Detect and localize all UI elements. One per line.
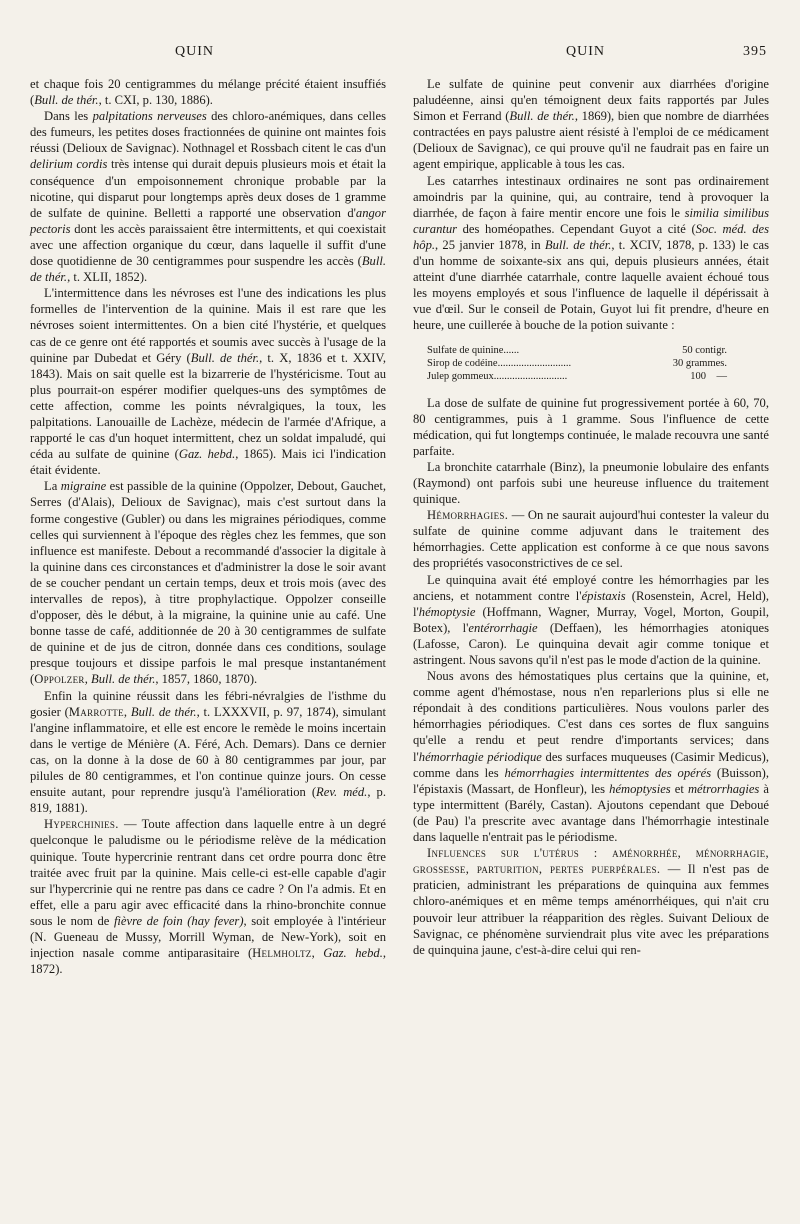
section-heading: Hémorrhagies.: [427, 508, 509, 523]
paragraph-hemostatiques: Nous avons des hémostatiques plus certains que la quinine, et, comme agent d'hémostase, nous n'en reparlerions plus si elle ne répondait à des conditions particulières. Nous voulons parler des hémorrhagies périodiques. C'est dans ces sortes de flux sanguins qu'elle a rendu et peut rendre d'importants services; dans l'hémorrhagie périodique des surfaces muqueuses (Casimir Medicus), comme dans les hémorrhagies intermittentes des opérés (Buisson), l'épistaxis (Massart, de Honfleur), les hémoptysies et métrorrhagies à type intermittent (Barély, Castan). Ajoutons cependant que Deboué (de Pau) l'a prescrite avec avantage dans l'hémorrhagie intestinale dans laquelle n'entrait pas le périodisme.: [413, 669, 770, 845]
paragraph-quinquina: Le quinquina avait été employé contre les hémorrhagies par les anciens, et notamment contre l'épistaxis (Rosenstein, Acrel, Held), l'hémoptysie (Hoffmann, Wagner, Murray, Vogel, Morton, Goupil, Botex), l'entérorrhagie (Deffaen), les hémorrhagies atoniques (Lafosse, Caron). Le quinquina devait agir comme tonique et astringent. Nous savons qu'il n'est pas le mode d'action de la quinine.: [413, 572, 769, 667]
paragraph-febri-nevralgies: Enfin la quinine réussit dans les fébri-névralgies de l'isthme du gosier (Marrotte, Bull. de thér., t. LXXXVII, p. 97, 1874), simulant l'angine inflammatoire, et elle est encore le remède le moins incertain dans le vertige de Ménière (A. Féré, Ach. Demars). Dans ce dernier cas, on la donne à la dose de 60 à 80 centigrammes par jour, par pilules de 80 centigrammes, et l'on continue quinze jours. On cesse ensuite autant, pour reprendre jusqu'à l'amélioration (Rev. méd., p. 819, 1881).: [30, 688, 386, 816]
paragraph-catarrhes: Les catarrhes intestinaux ordinaires ne sont pas ordinairement amoindris par la quinine, qui, au contraire, tend à provoquer la diarrhée, de façon à faire mentir encore une fois le similia similibus curantur des homéopathes. Cependant Guyot a cité (Soc. méd. des hôp., 25 janvier 1878, in Bull. de thér., t. XCIV, 1878, p. 133) le cas d'un homme de soixante-six ans qui, depuis plusieurs années, était atteint d'une diarrhée catarrhale, contre laquelle avaient échoué tous les moyens employés et sous l'influence de laquelle il dépérissait à vue d'œil. Sur le conseil de Potain, Guyot lui fit prendre, d'heure en heure, une cuillerée à bouche de la potion suivante :: [413, 173, 769, 333]
paragraph-palpitations: Dans les palpitations nerveuses des chloro-anémiques, dans celles des fumeurs, les petites doses fractionnées de quinine ont maintes fois réussi (Delioux de Savignac). Nothnagel et Rossbach citent le cas d'un delirium cordis très intense qui durait depuis plusieurs mois et était la conséquence d'un empoisonnement chronique probable par la nicotine, qui disparut pour longtemps après deux doses de 1 gramme de sulfate de quinine. Belletti a rapporté une observation d'angor pectoris dont les accès paraissaient être intermittents, et qui coexistait avec une affection organique du cœur, dans laquelle il suffit d'une dose quotidienne de 30 centigrammes pour suspendre les accès (Bull. de thér., t. XLII, 1852).: [30, 109, 386, 285]
paragraph-uterus: Influences sur l'utérus : aménorrhée, ménorrhagie, grossesse, parturition, pertes puerpérales. — Il n'est pas de praticien, administrant les préparations de quinquina aux femmes chloro-anémiques et en même temps aménorrhéiques, qui n'ait cru pouvoir leur attribuer la réapparition des règles. Suivant Delioux de Savignac, ce phénomène surviendrait plus vite avec les préparations de quinquina jaune, c'est-à-dire celui qui ren-: [413, 846, 770, 957]
paragraph-dose: La dose de sulfate de quinine fut progressivement portée à 60, 70, 80 centigrammes, puis à 1 gramme. Sous l'influence de cette médication, qui fut longtemps continuée, le malade recouvra une santé parfaite.: [413, 395, 769, 458]
paragraph-bronchite: La bronchite catarrhale (Binz), la pneumonie lobulaire des enfants (Raymond) ont parfois subi une heureuse influence du traitement quinique.: [413, 459, 769, 507]
prescription-row: Sirop de codéine............................ 30 grammes.: [427, 357, 727, 369]
left-column: [30, 76, 386, 977]
paragraph-nevroses: L'intermittence dans les névroses est l'une des indications les plus formelles de l'intervention de la quinine. Mais il est rare que les névroses soient intermittentes. On a bien cité l'hystérie, et quelques cas de ce genre ont été rapportés et soumis avec succès à l'usage de la quinine par Dubedat et Géry (Bull. de thér., t. X, 1836 et t. XXIV, 1843). Mais on sait quelle est la bizarrerie de l'hystéricisme. Tout au plus pourrait-on espérer modifier quelques-uns des symptômes de cette affection, comme les points névralgiques, la toux, les palpitations. Lanouaille de Lachèze, médecin de l'armée d'Afrique, a rapporté le cas d'un hoquet intermittent, chez un soldat impaludé, qui céda au sulfate de quinine (Gaz. hebd., 1865). Mais ici l'indication était évidente.: [30, 286, 387, 478]
paragraph-hemorrhagies: Hémorrhagies. — On ne saurait aujourd'hui contester la valeur du sulfate de quinine comme adjuvant dans le traitement des hémorrhagies. Cette application est conforme à ce que nous savons des propriétés vasoconstrictives de ce sel.: [413, 508, 769, 571]
prescription-table: [427, 344, 727, 383]
section-heading: Influences sur l'utérus : aménorrhée, ménorrhagie, grossesse, parturition, pertes puerpérales.: [413, 846, 769, 877]
paragraph-migraine: La migraine est passible de la quinine (Oppolzer, Debout, Gauchet, Serres (d'Alais), Delioux de Savignac), mais c'est surtout dans la forme congestive (Gubler) ou dans les migraines périodiques, comme celles qui surviennent à l'époque des règles chez les femmes, que son influence est manifeste. Debout a recommandé d'associer la digitale à la quinine dans ces circonstances et d'administrer la dose le soir avant de se coucher pendant un certain temps, deux et trois mois (avec des intervalles de repos), à titre prophylactique. Oppolzer conseille d'opposer, dès le début, à la migraine, la quinine unie au café. Une bonne tasse de café, additionnée de 20 à 30 centigrammes de sulfate de quinine et de jus de citron, donnée dans ces conditions, soulage presque toujours et dissipe parfois le mal presque instantanément (Oppolzer, Bull. de thér., 1857, 1860, 1870).: [30, 479, 386, 687]
paragraph: et chaque fois 20 centigrammes du mélange précité étaient insuffiés (Bull. de thér., t. CXI, p. 130, 1886).: [30, 77, 386, 108]
section-heading: Hyperchinies.: [44, 817, 119, 832]
right-column: [413, 76, 769, 958]
paragraph-diarrhees: Le sulfate de quinine peut convenir aux diarrhées d'origine paludéenne, ainsi qu'en témoignent deux faits rapportés par Jules Simon et Ferrand (Bull. de thér., 1869), bien que nombre de diarrhées contractées en pays palustre aient résisté à l'emploi de ce médicament (Delioux de Savignac), ce qui prouve qu'il ne faudrait pas en faire un agent empirique, applicable à tous les cas.: [413, 77, 769, 172]
paragraph-hypercrinies: Hyperchinies. — Toute affection dans laquelle entre à un degré quelconque le paludisme ou le périodisme relève de la médication quinique. Toute hypercrinie rentrant dans cet ordre pourra donc être traitée avec fruit par la quinine. Mais celle-ci est-elle capable d'agir sur l'hypercrinie qui ne rentre pas dans ce cadre ? On l'a admis. Et en effet, elle a paru agir avec efficacité dans la rhino-bronchite connue sous le nom de fièvre de foin (hay fever), soit employée à l'intérieur (N. Gueneau de Mussy, Morrill Wyman, de New-York), soit en injection nasale comme antiparasitaire (Helmholtz, Gaz. hebd., 1872).: [30, 817, 387, 977]
page-number: 395: [743, 44, 767, 59]
running-head-right: QUIN: [566, 44, 605, 59]
prescription-row: Sulfate de quinine...... 50 contigr.: [427, 344, 727, 356]
running-head-left: QUIN: [175, 44, 214, 59]
prescription-row: Julep gommeux............................ 100 —: [427, 370, 727, 382]
